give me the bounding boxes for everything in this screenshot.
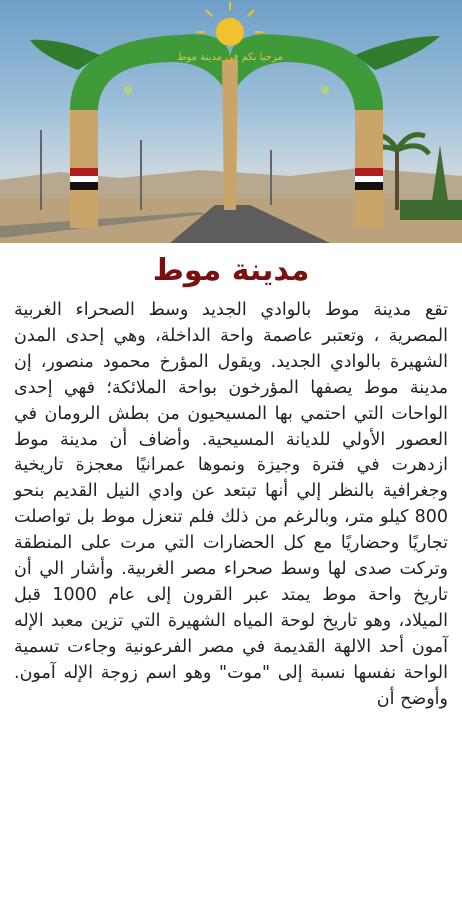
article-body: تقع مدينة موط بالوادي الجديد وسط الصحراء الغربية المصرية ، وتعتبر عاصمة واحة الداخلة، وهي إحدى المدن الشهيرة بالوادي الجديد. ويقول المؤرخ محمود منصور، إن مدينة موط يصفها المؤرخون بواحة الملائكة؛ فهي إحدى الواحات التي احتمي بها المسيحيون من بطش الرومان في العصور الأولي للديانة المسيحية. وأضاف أن مدينة موط ازدهرت في فترة وجيزة ونموها عمرانيًا معجزة تاريخية وجغرافية بالنظر إلي أنها تبتعد عن وادي النيل القديم بنحو 800 كيلو متر، وبالرغم من ذلك فلم تنعزل موط بل تواصلت تجاريًا وحضاريًا مع كل الحضارات التي مرت على المنطقة وتركت صدى لها وسط صحراء مصر الغربية. وأشار الي أن تاريخ واحة موط يمتد عبر القرون إلى عام 1000 قبل الميلاد، وهو تاريخ لوحة المياه الشهيرة التي تزين معبد الإله آمون أحد الالهة القديمة في مصر الفرعونية وجاءت تسمية الواحة نفسها نسبة إلى "موت" وهو اسم زوجة الإله آمون. وأوضح أن (14, 300, 448, 709)
arch-sign-text: مرحبا بكم في مدينة موط (177, 52, 283, 63)
page-title: مدينة موط (152, 253, 310, 288)
arch-gate-image (0, 0, 462, 243)
title-container (0, 243, 462, 298)
header-photo (0, 0, 462, 243)
